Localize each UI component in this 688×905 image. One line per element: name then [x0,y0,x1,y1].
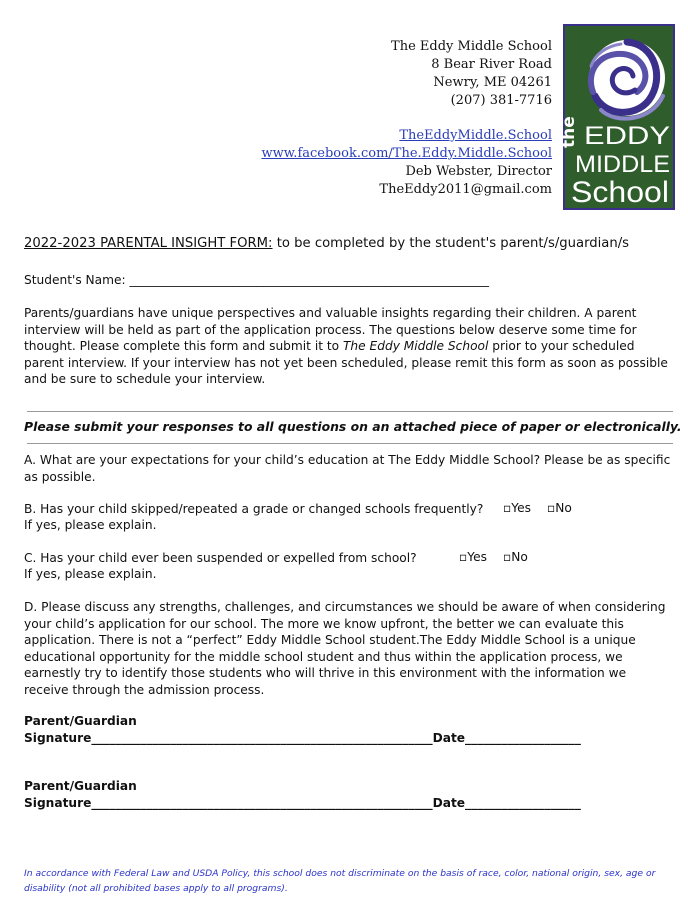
question-b-explain: If yes, please explain. [24,518,157,532]
director-name: Deb Webster, Director [405,164,552,179]
logo-word-school: School [571,176,669,209]
website-link[interactable]: TheEddyMiddle.School [399,128,552,143]
school-email: TheEddy2011@gmail.com [379,182,552,197]
signature-1-label: Parent/Guardian [24,714,137,728]
logo-word-eddy: EDDY [584,122,671,150]
signature-1-line[interactable]: Signature________________________________________________________Date___________________ [24,730,581,745]
school-city: Newry, ME 04261 [433,75,552,90]
signature-2-line[interactable]: Signature________________________________________________________Date___________________ [24,795,581,810]
question-d: D. Please discuss any strengths, challenges, and circumstances we should be aware of when considering your child’s application for our school. The more we know upfront, the better we can evaluate this application. There is not a “perfect” Eddy Middle School student.The Eddy Middle School is a unique educational opportunity for the middle school student and thus within the application process, we earnestly try to identify those students who will thrive in this environment with the information we receive through the admission process. [24,600,666,697]
question-c-yes-checkbox[interactable]: ▫Yes [459,550,487,564]
school-address-block [261,38,552,199]
question-b-no-checkbox[interactable]: ▫No [547,501,572,515]
divider-top [27,411,673,412]
signature-block-1 [24,713,581,746]
form-title-underlined: 2022-2023 PARENTAL INSIGHT FORM: [24,236,273,251]
school-phone: (207) 381-7716 [450,93,552,108]
intro-paragraph [24,305,674,388]
question-b: B. Has your child skipped/repeated a grade or changed schools frequently? [24,502,484,516]
logo-word-the: the [559,116,579,148]
divider-bottom [27,443,673,444]
signature-block-2 [24,778,581,811]
logo-word-middle: MIDDLE [575,151,670,178]
instruction-text: Please submit your responses to all questions on an attached piece of paper or electronically. [24,419,682,434]
form-title [24,236,629,251]
school-street: 8 Bear River Road [431,57,552,72]
signature-2-label: Parent/Guardian [24,779,137,793]
school-logo [559,24,675,210]
intro-text-2: prior to your scheduled parent interview. If your interview has not yet been scheduled, please remit this form as soon as possible and be sure to schedule your interview. [24,339,668,386]
school-name: The Eddy Middle School [391,39,552,54]
nondiscrimination-notice: In accordance with Federal Law and USDA Policy, this school does not discriminate on the basis of race, color, national origin, sex, age or disability (not all prohibited bases apply to all programs). [24,868,656,894]
question-c-no-checkbox[interactable]: ▫No [503,550,528,564]
student-name-field[interactable]: Student's Name: ___________________________________________________________ [24,273,490,287]
intro-text-1: Parents/guardians have unique perspectives and valuable insights regarding their children. A parent interview will be held as part of the application process. The questions below deserve some time for thought. Please complete this form and submit it to [24,306,637,353]
question-c: C. Has your child ever been suspended or expelled from school? [24,551,417,565]
question-a: A. What are your expectations for your child’s education at The Eddy Middle School? Please be as specific as possible. [24,453,671,484]
facebook-link[interactable]: www.facebook.com/The.Eddy.Middle.School [261,146,552,161]
swirl-icon [589,40,665,119]
form-title-rest: to be completed by the student's parent/s/guardian/s [272,236,630,251]
question-b-yes-checkbox[interactable]: ▫Yes [503,501,531,515]
intro-school-name: The Eddy Middle School [342,339,489,353]
question-c-explain: If yes, please explain. [24,567,157,581]
